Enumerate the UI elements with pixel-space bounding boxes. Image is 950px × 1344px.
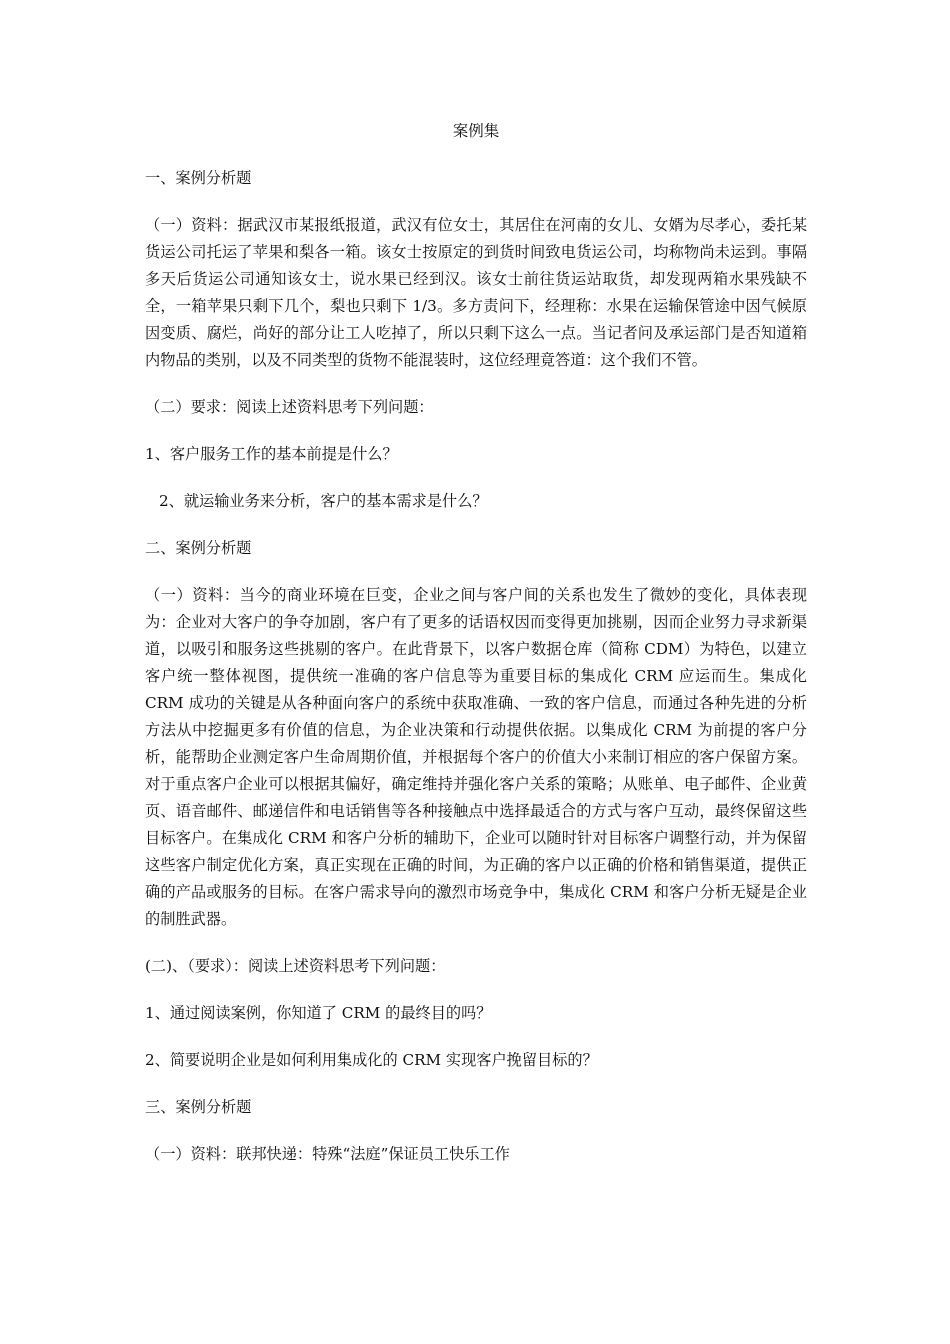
section-heading-3: 三、案例分析题 bbox=[145, 1098, 252, 1116]
section-1-requirement: （二）要求：阅读上述资料思考下列问题： bbox=[145, 398, 434, 416]
section-2-material: （一）资料：当今的商业环境在巨变，企业之间与客户间的关系也发生了微妙的变化，具体表现为：企业对大客户的争夺加剧，客户有了更多的话语权因而变得更加挑剔，因而企业努力寻求新渠道，以吸引和服务这些挑剔的客户。在此背景下，以客户数据仓库（简称 CDM）为特色，以建立客户统一整体视图，提供统一准确的客户信息等为重要目标的集成化 CRM 应运而生。集成化 CRM 成功的关键是从各种面向客户的系统中获取准确、一致的客户信息，而通过各种先进的分析方法从中挖掘更多有价值的信息，为企业决策和行动提供依据。以集成化 CRM 为前提的客户分析，能帮助企业测定客户生命周期价值，并根据每个客户的价值大小来制订相应的客户保留方案。对于重点客户企业可以根据其偏好，确定维持并强化客户关系的策略；从账单、电子邮件、企业黄页、语音邮件、邮递信件和电话销售等各种接触点中选择最适合的方式与客户互动，最终保留这些目标客户。在集成化 CRM 和客户分析的辅助下，企业可以随时针对目标客户调整行动，并为保留这些客户制定优化方案，真正实现在正确的时间，为正确的客户以正确的价格和销售渠道，提供正确的产品或服务的目标。在客户需求导向的激烈市场竞争中，集成化 CRM 和客户分析无疑是企业的制胜武器。 bbox=[145, 586, 807, 928]
section-3-material: （一）资料：联邦快递：特殊“法庭”保证员工快乐工作 bbox=[145, 1145, 510, 1163]
section-1-question-1: 1、客户服务工作的基本前提是什么？ bbox=[145, 445, 398, 463]
section-2-question-1: 1、通过阅读案例，你知道了 CRM 的最终目的吗？ bbox=[145, 1004, 492, 1022]
section-heading-1: 一、案例分析题 bbox=[145, 169, 252, 187]
document-content bbox=[145, 118, 807, 1188]
section-2-requirement: (二)、（要求）：阅读上述资料思考下列问题： bbox=[145, 957, 446, 975]
section-heading-2: 二、案例分析题 bbox=[145, 539, 252, 557]
document-title: 案例集 bbox=[452, 122, 500, 140]
section-1-question-2: 2、就运输业务来分析，客户的基本需求是什么？ bbox=[159, 492, 488, 510]
section-1-material: （一）资料：据武汉市某报纸报道，武汉有位女士，其居住在河南的女儿、女婿为尽孝心，委托某货运公司托运了苹果和梨各一箱。该女士按原定的到货时间致电货运公司，均称物尚未运到。事隔多天后货运公司通知该女士，说水果已经到汉。该女士前往货运站取货，却发现两箱水果残缺不全，一箱苹果只剩下几个，梨也只剩下 1/3。多方责问下，经理称：水果在运输保管途中因气候原因变质、腐烂，尚好的部分让工人吃掉了，所以只剩下这么一点。当记者问及承运部门是否知道箱内物品的类别，以及不同类型的货物不能混装时，这位经理竟答道：这个我们不管。 bbox=[145, 216, 807, 369]
section-2-question-2: 2、简要说明企业是如何利用集成化的 CRM 实现客户挽留目标的？ bbox=[145, 1051, 598, 1069]
